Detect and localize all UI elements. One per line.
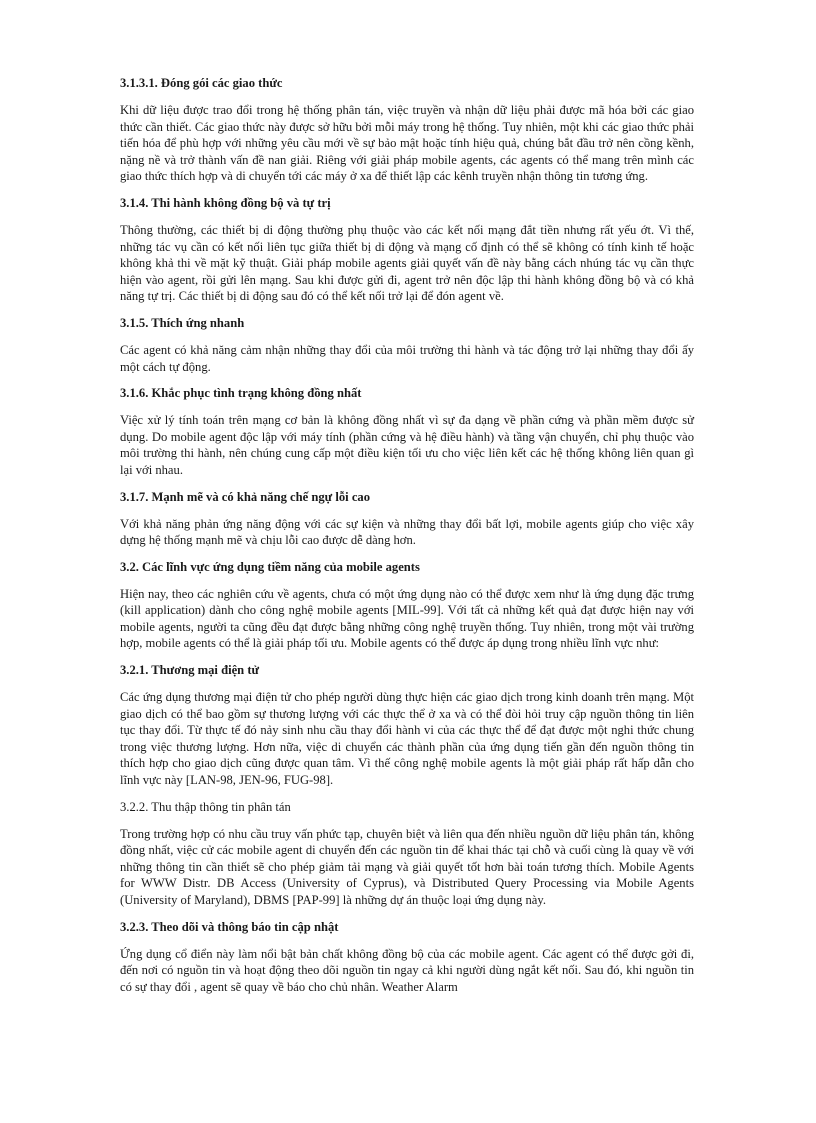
section-3-1-3-1: [120, 74, 694, 185]
section-paragraph: Các ứng dụng thương mại điện tử cho phép người dùng thực hiện các giao dịch trong kinh doanh trên mạng. Một giao dịch có thể bao gồm sự thương lượng với các thực thể ở xa và có thể đòi hỏi truy cập nguồn thông tin liên tục thay đổi. Từ thực tế đó nảy sinh nhu cầu thay đổi hành vi của các thực thể để đạt được một nghi thức chung trong việc thương lượng. Hơn nữa, việc di chuyển các thành phần của ứng dụng tiến gần đến nguồn thông tin thích hợp cho giao dịch cũng được quan tâm. Vì thế công nghệ mobile agents là một giải pháp rất hấp dẫn cho lĩnh vực này [LAN-98, JEN-96, FUG-98].: [120, 690, 694, 788]
section-3-1-6: [120, 384, 694, 478]
section-3-1-4: [120, 194, 694, 305]
section-paragraph: Khi dữ liệu được trao đổi trong hệ thống phân tán, việc truyền và nhận dữ liệu phải được mã hóa bởi các giao thức cần thiết. Các giao thức này được sở hữu bởi mỗi máy trong hệ thống. Tuy nhiên, một khi các giao thức phải tiến hóa để phù hợp với những yêu cầu mới về sự bảo mật hoặc tính hiệu quả, chúng bắt đầu trở nên cồng kềnh, nặng nề và trở thành vấn đề nan giải. Riêng với giải pháp mobile agents, các agents có thể mang trên mình các giao thức thích hợp và di chuyển tới các máy ở xa để thiết lập các kênh truyền nhận thông tin tương ứng.: [120, 103, 694, 184]
section-3-2-1: [120, 661, 694, 789]
section-heading: 3.1.7. Mạnh mẽ và có khả năng chế ngự lỗi cao: [120, 489, 370, 504]
section-paragraph: Hiện nay, theo các nghiên cứu về agents, chưa có một ứng dụng nào có thể được xem như là ứng dụng đặc trưng (kill application) dành cho công nghệ mobile agents [MIL-99]. Với tất cả những kết quả đạt được hiện nay với mobile agents, người ta cũng đều đạt được bằng những công nghệ truyền thống. Tuy nhiên, trong một vài trường hợp, mobile agents có thể là giải pháp tối ưu. Mobile agents có thể được áp dụng trong nhiều lĩnh vực như:: [120, 586, 694, 651]
section-heading: 3.1.3.1. Đóng gói các giao thức: [120, 76, 283, 90]
section-heading: 3.2.1. Thương mại điện tử: [120, 663, 260, 678]
section-3-1-5: [120, 314, 694, 375]
section-paragraph: Với khả năng phản ứng năng động với các sự kiện và những thay đổi bất lợi, mobile agents giúp cho việc xây dựng hệ thống mạnh mẽ và chịu lỗi cao được dễ dàng hơn.: [120, 516, 694, 548]
section-3-2-3: [120, 918, 694, 996]
section-paragraph: Ứng dụng cổ điển này làm nổi bật bản chất không đồng bộ của các mobile agent. Các agent có thể được gởi đi, đến nơi có nguồn tin và hoạt động theo dõi nguồn tin ngay cả khi người dùng ngắt kết nối. Sau đó, khi nguồn tin có sự thay đổi , agent sẽ quay về báo cho chủ nhân. Weather Alarm: [120, 946, 694, 994]
section-paragraph: Thông thường, các thiết bị di động thường phụ thuộc vào các kết nối mạng đắt tiền nhưng rất yếu ớt. Vì thế, những tác vụ cần có kết nối liên tục giữa thiết bị di động và mạng cố định có thể sẽ không có tính kinh tế hoặc không khả thi về mặt kỹ thuật. Giải pháp mobile agents giải quyết vấn đề này bằng cách nhúng tác vụ cần thực hiện vào agent, rồi gửi lên mạng. Sau khi được gửi đi, agent trở nên độc lập thi hành không đồng bộ và có khả năng tự trị. Các thiết bị di động sau đó có thể kết nối trở lại để đón agent về.: [120, 222, 694, 304]
section-heading: 3.1.4. Thi hành không đồng bộ và tự trị: [120, 195, 331, 210]
section-3-1-7: [120, 488, 694, 549]
section-paragraph: Trong trường hợp có nhu cầu truy vấn phức tạp, chuyên biệt và liên qua đến nhiều nguồn dữ liệu phân tán, không đồng nhất, việc cử các mobile agent di chuyển đến các nguồn tin để khai thác tại chỗ và cuối cùng là quay về với những thông tin cần thiết sẽ cho phép giảm tải mạng và giải quyết tốt hơn bài toán tương thích. Mobile Agents for WWW Distr. DB Access (University of Cyprus), và Distributed Query Processing via Mobile Agents (University of Maryland), DBMS [PAP-99] là những dự án thuộc loại ứng dụng này.: [120, 826, 694, 907]
section-heading: 3.1.6. Khắc phục tình trạng không đồng nhất: [120, 386, 362, 401]
section-3-2-2: [120, 798, 694, 909]
section-paragraph: Việc xử lý tính toán trên mạng cơ bản là không đồng nhất vì sự đa dạng về phần cứng và phần mềm được sử dụng. Do mobile agent độc lập với máy tính (phần cứng và hệ điều hành) và tầng vận chuyển, chỉ phụ thuộc vào môi trường thi hành, nên chúng cung cấp một điều kiện tối ưu cho việc liên kết các hệ thống không liên quan gì lại với nhau.: [120, 413, 694, 477]
section-paragraph: Các agent có khả năng cảm nhận những thay đổi của môi trường thi hành và tác động trở lại những thay đổi ấy một cách tự động.: [120, 342, 694, 374]
section-3-2: [120, 558, 694, 652]
section-heading: 3.2. Các lĩnh vực ứng dụng tiềm năng của mobile agents: [120, 559, 420, 574]
section-heading: 3.1.5. Thích ứng nhanh: [120, 315, 245, 330]
section-heading: 3.2.2. Thu thập thông tin phân tán: [120, 799, 291, 814]
section-heading: 3.2.3. Theo dõi và thông báo tin cập nhật: [120, 919, 339, 934]
document-page: [120, 74, 694, 1004]
